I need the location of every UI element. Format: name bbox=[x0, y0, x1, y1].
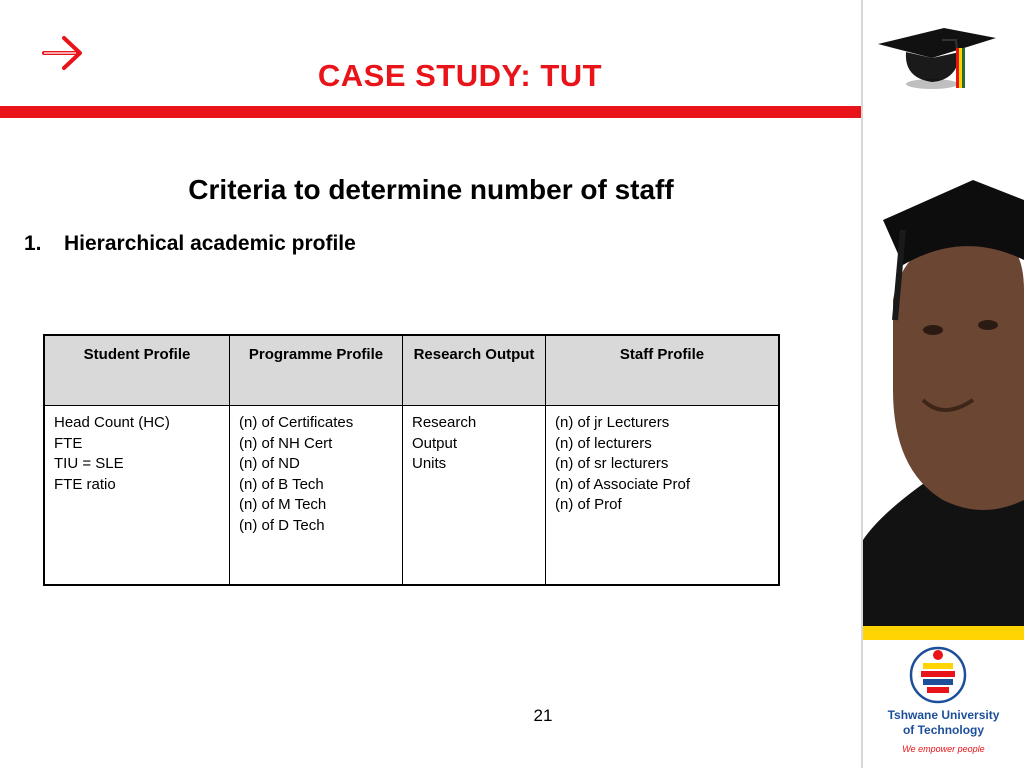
column-header: Staff Profile bbox=[546, 335, 780, 406]
list-item-number: 1. bbox=[24, 232, 42, 255]
cell-line: (n) of Associate Prof bbox=[555, 475, 691, 493]
page-number: 21 bbox=[533, 706, 553, 725]
university-name bbox=[863, 708, 1024, 738]
cell-line: (n) of lecturers bbox=[555, 434, 652, 452]
cell-line: FTE ratio bbox=[54, 475, 116, 493]
table-header-row bbox=[44, 335, 779, 406]
column-header: Student Profile bbox=[44, 335, 230, 406]
cell-line: (n) of sr lecturers bbox=[555, 455, 669, 472]
slide-title: CASE STUDY: TUT bbox=[317, 58, 603, 93]
slide-subtitle: Criteria to determine number of staff bbox=[188, 174, 674, 205]
profile-table bbox=[43, 334, 780, 586]
graduate-photo bbox=[863, 170, 1024, 626]
cell-line: Research bbox=[412, 414, 477, 431]
table-cell bbox=[403, 406, 546, 586]
table-row bbox=[44, 406, 779, 586]
cell-line: Units bbox=[412, 455, 447, 472]
university-name-line: of Technology bbox=[902, 723, 985, 737]
column-header: Programme Profile bbox=[230, 335, 403, 406]
university-name-line: Tshwane University bbox=[887, 708, 1000, 722]
cell-line: (n) of Prof bbox=[555, 496, 622, 513]
cell-line: (n) of NH Cert bbox=[239, 434, 333, 452]
university-tagline: We empower people bbox=[902, 744, 985, 754]
column-header: Research Output bbox=[403, 335, 546, 406]
numbered-list-item bbox=[24, 232, 356, 256]
cell-line: (n) of Certificates bbox=[239, 414, 354, 431]
table-cell bbox=[230, 406, 403, 586]
cell-line: (n) of jr Lecturers bbox=[555, 414, 670, 431]
cell-line: Output bbox=[412, 434, 458, 452]
table-cell bbox=[546, 406, 780, 586]
graduation-cap-icon bbox=[874, 18, 1000, 94]
cell-line: FTE bbox=[54, 434, 83, 452]
title-divider-band bbox=[0, 106, 862, 118]
table-cell bbox=[44, 406, 230, 586]
sidebar-yellow-band bbox=[863, 626, 1024, 640]
cell-line: TIU = SLE bbox=[54, 455, 124, 472]
cell-line: Head Count (HC) bbox=[54, 414, 170, 431]
cell-line: (n) of B Tech bbox=[239, 475, 324, 493]
tut-logo-icon bbox=[905, 645, 971, 705]
list-item-text: Hierarchical academic profile bbox=[64, 232, 356, 255]
cell-line: (n) of D Tech bbox=[239, 516, 325, 534]
cell-line: (n) of M Tech bbox=[239, 496, 327, 513]
cell-line: (n) of ND bbox=[239, 455, 300, 472]
